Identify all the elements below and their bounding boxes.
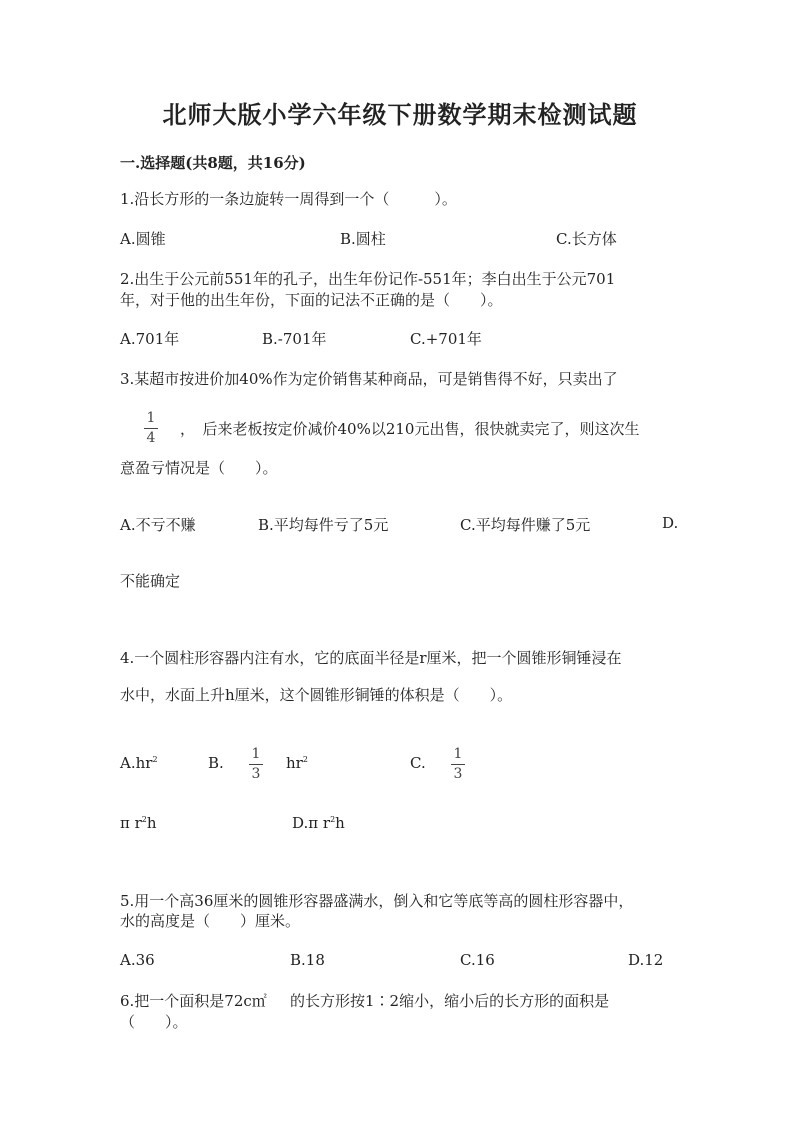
q4-c-fraction-denominator: 3 [453,766,463,782]
q4-option-a-exponent: 2 [152,755,158,764]
fraction-bar [249,764,263,765]
q4-option-b-text: hr [286,754,303,772]
q4-option-c-text-a: π r [120,814,142,832]
q1-option-b: B.圆柱 [340,230,386,248]
q5-option-b: B.18 [290,951,325,969]
q4-option-b [286,754,308,772]
q4-option-b-fraction [249,746,263,783]
q4-option-d-text-a: D.π r [292,814,331,832]
q4-c-fraction-numerator: 1 [453,746,463,762]
question-2-line-2: 年，对于他的出生年份，下面的记法不正确的是（ ）。 [120,291,503,309]
q5-option-c: C.16 [460,951,495,969]
q4-option-c-label: C. [410,754,426,772]
question-5-line-2: 水的高度是（ ）厘米。 [120,912,301,930]
page-title: 北师大版小学六年级下册数学期末检测试题 [162,100,638,129]
q4-option-d-text-b: h [335,814,345,832]
q4-option-a [120,754,158,772]
q4-b-fraction-denominator: 3 [251,766,261,782]
q2-option-b: B.-701年 [262,330,327,348]
q4-b-fraction-numerator: 1 [251,746,261,762]
q3-option-c: C.平均每件赚了5元 [460,516,591,534]
question-5-line-1: 5.用一个高36厘米的圆锥形容器盛满水，倒入和它等底等高的圆柱形容器中， [120,892,634,910]
question-4-line-1: 4.一个圆柱形容器内注有水，它的底面半径是r厘米，把一个圆锥形铜锤浸在 [120,649,622,667]
q3-option-d-continued: 不能确定 [120,572,181,590]
question-3-line-2: ， 后来老板按定价减价40%以210元出售，很快就卖完了，则这次生 [180,420,640,438]
q4-option-b-label: B. [208,754,224,772]
fraction-bar [451,764,465,765]
q4-option-d-exponent: 2 [330,815,336,824]
question-3-line-1: 3.某超市按进价加40%作为定价销售某种商品，可是销售得不好，只卖出了 [120,370,618,388]
question-6-line-1b: 的长方形按1∶2缩小，缩小后的长方形的面积是 [290,992,610,1010]
q4-option-c-exponent: 2 [141,815,147,824]
q4-option-c-continued [120,814,157,832]
question-6-line-1a: 6.把一个面积是72c㎡ [120,992,267,1010]
q3-option-d: D. [662,514,679,532]
q2-option-a: A.701年 [120,330,180,348]
q1-option-a: A.圆锥 [120,230,166,248]
q3-option-a: A.不亏不赚 [120,516,196,534]
q3-fraction-numerator: 1 [146,410,156,426]
q4-option-d [292,814,345,832]
question-2-line-1: 2.出生于公元前551年的孔子，出生年份记作-551年；李白出生于公元701 [120,270,616,288]
q3-option-b: B.平均每件亏了5元 [258,516,389,534]
q4-option-b-exponent: 2 [302,755,308,764]
q1-option-c: C.长方体 [556,230,617,248]
q3-fraction [144,410,158,447]
q2-option-c: C.+701年 [410,330,482,348]
q4-option-a-text: A.hr [120,754,153,772]
q5-option-d: D.12 [628,951,664,969]
section-heading: 一.选择题(共8题，共16分) [120,154,306,172]
q4-option-c-text-b: h [146,814,157,832]
q3-fraction-denominator: 4 [146,430,156,446]
fraction-bar [144,428,158,429]
question-1-text: 1.沿长方形的一条边旋转一周得到一个（ ）。 [120,190,457,208]
q4-option-c-fraction [451,746,465,783]
q5-option-a: A.36 [120,951,155,969]
question-3-line-3: 意盈亏情况是（ ）。 [120,459,278,477]
question-4-line-2: 水中，水面上升h厘米，这个圆锥形铜锤的体积是（ ）。 [120,686,513,704]
question-6-line-2: （ ）。 [120,1013,188,1031]
